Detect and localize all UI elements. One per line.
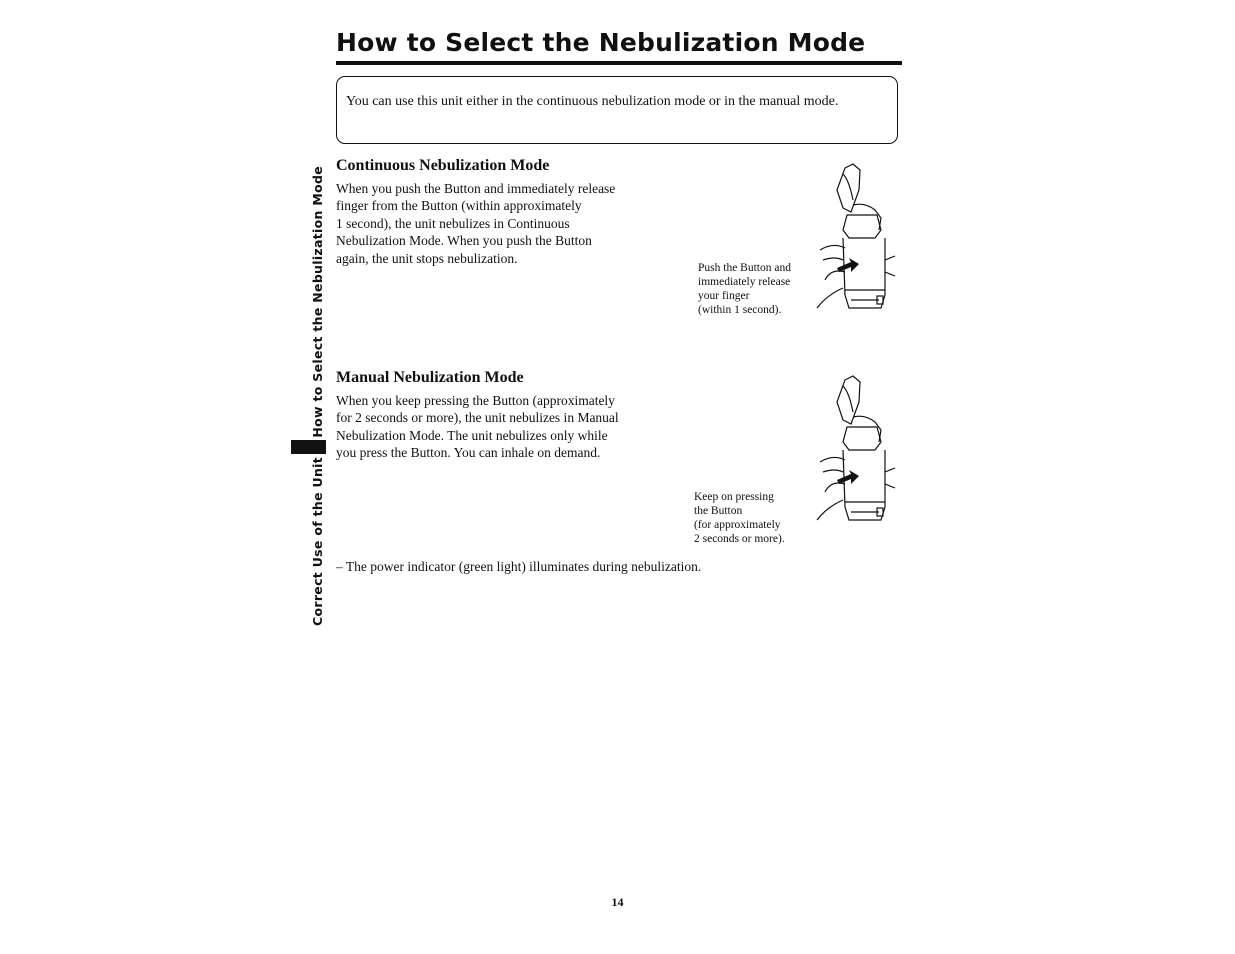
manual-caption: Keep on pressing the Button (for approximately 2 seconds or more). xyxy=(694,491,785,545)
side-tab-chapter: Correct Use of the Unit xyxy=(310,456,325,626)
continuous-body: When you push the Button and immediately release finger from the Button (within approximately 1 second), the unit nebulizes in Continuous Nebulization Mode. When you push the Button again, the unit stops nebulization. xyxy=(336,181,616,266)
power-indicator-note: – The power indicator (green light) illuminates during nebulization. xyxy=(336,559,702,574)
nebulizer-push-illustration xyxy=(815,160,897,315)
intro-box xyxy=(336,76,898,144)
title-underline xyxy=(336,61,902,65)
side-tab-marker xyxy=(291,440,326,454)
side-tab xyxy=(309,160,327,626)
page-number: 14 xyxy=(611,895,624,909)
nebulizer-hold-illustration xyxy=(815,372,897,527)
page-title: How to Select the Nebulization Mode xyxy=(336,28,866,57)
manual-heading: Manual Nebulization Mode xyxy=(336,369,524,386)
intro-text: You can use this unit either in the continuous nebulization mode or in the manual mode. xyxy=(346,94,839,109)
continuous-heading: Continuous Nebulization Mode xyxy=(336,157,550,174)
continuous-caption: Push the Button and immediately release your finger (within 1 second). xyxy=(698,262,791,316)
side-tab-section: How to Select the Nebulization Mode xyxy=(310,166,325,438)
manual-body: When you keep pressing the Button (approximately for 2 seconds or more), the unit nebulizes in Manual Nebulization Mode. The unit nebulizes only while you press the Button. You can inhale on demand. xyxy=(336,393,619,461)
